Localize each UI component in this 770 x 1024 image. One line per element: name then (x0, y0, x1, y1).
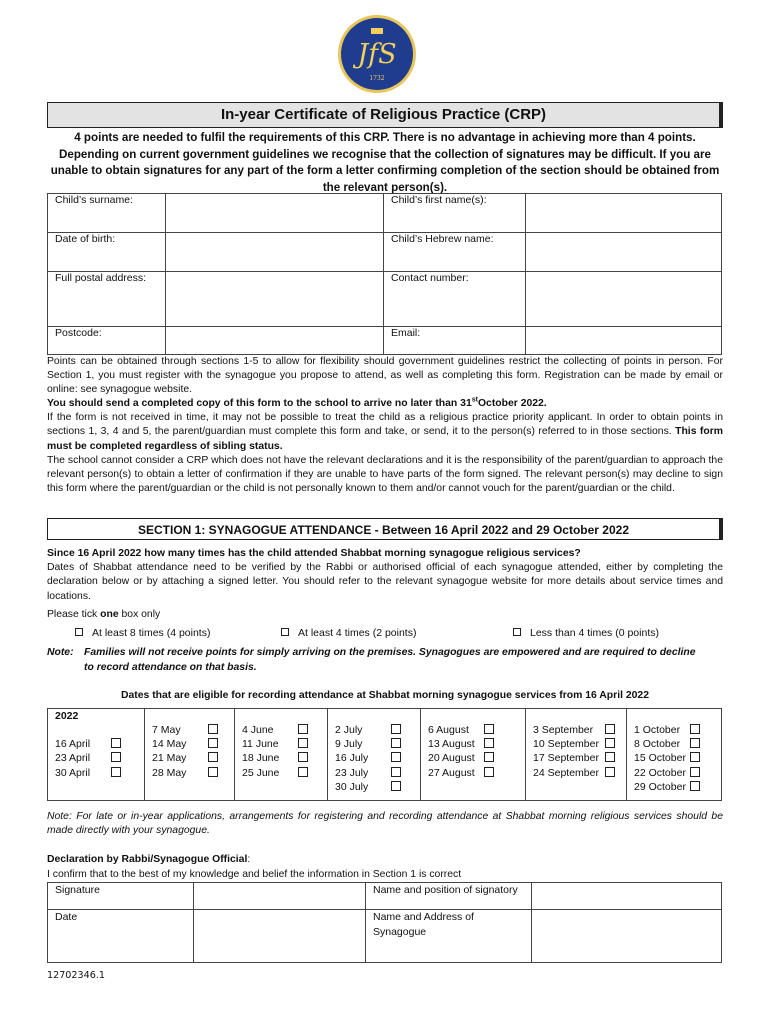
date-item (428, 751, 518, 765)
date-item (242, 737, 320, 751)
date-checkbox[interactable] (111, 767, 121, 777)
contact-label: Contact number: (384, 272, 526, 327)
date-item (335, 751, 413, 765)
date-item (335, 723, 413, 737)
logo-estd: 1732 (369, 75, 385, 82)
declaration-title: Declaration by Rabbi/Synagogue Official: (47, 854, 251, 865)
page-title: In-year Certificate of Religious Practice (CRP) (47, 102, 723, 128)
date-item (428, 723, 518, 737)
date-checkbox[interactable] (484, 767, 494, 777)
option-less-than-4[interactable]: Less than 4 times (0 points) (513, 627, 659, 639)
signature-label: Signature (48, 883, 194, 910)
date-label: 10 September (533, 738, 599, 751)
date-item (152, 737, 227, 751)
date-label: 6 August (428, 724, 469, 736)
attendance-note: Note: Families will not receive points for simply arriving on the premises. Synagogues are empowered and are required to decline to record attendance on that basis. (47, 647, 696, 673)
date-checkbox[interactable] (391, 781, 401, 791)
date-label: 11 June (242, 738, 279, 751)
date-checkbox[interactable] (298, 738, 308, 748)
date-label: 8 October (634, 738, 681, 751)
date-label: 7 May (152, 724, 181, 736)
checkbox[interactable] (281, 628, 289, 636)
date-label: Date (48, 910, 194, 963)
date-item (634, 766, 714, 780)
date-label: 23 April (55, 752, 91, 765)
address-label: Full postal address: (48, 272, 166, 327)
para-points: Points can be obtained through sections 1-5 to allow for flexibility should government guidelines restrict the collecting of points in person. For Section 1, you must register with the synagogue you propose to attend, as well as completing this form. Registration can be made by email or online: see synagogue website. (47, 356, 723, 396)
date-checkbox[interactable] (605, 752, 615, 762)
date-checkbox[interactable] (208, 752, 218, 762)
late-application-note: Note: For late or in-year applications, arrangements for registering and recording attendance at Shabbat morning religious services should be made directly with your synagogue. (47, 811, 723, 837)
date-checkbox[interactable] (111, 752, 121, 762)
date-checkbox[interactable] (391, 767, 401, 777)
option-4-times[interactable]: At least 4 times (2 points) (281, 627, 416, 639)
date-checkbox[interactable] (690, 781, 700, 791)
surname-field[interactable] (166, 194, 384, 233)
date-checkbox[interactable] (298, 724, 308, 734)
date-checkbox[interactable] (484, 752, 494, 762)
date-checkbox[interactable] (605, 767, 615, 777)
option-8-times[interactable]: At least 8 times (4 points) (75, 627, 210, 639)
date-field[interactable] (194, 910, 366, 963)
date-checkbox[interactable] (208, 738, 218, 748)
date-checkbox[interactable] (391, 738, 401, 748)
signature-table (47, 882, 722, 963)
date-label: 15 October (634, 752, 686, 765)
first-names-field[interactable] (526, 194, 722, 233)
date-item (533, 751, 619, 765)
date-label: 27 August (428, 766, 475, 779)
date-checkbox[interactable] (298, 767, 308, 777)
checkbox[interactable] (75, 628, 83, 636)
dates-heading: Dates that are eligible for recording attendance at Shabbat morning synagogue services from 16 April 2022 (121, 690, 649, 701)
date-label: 24 September (533, 766, 599, 779)
date-checkbox[interactable] (605, 738, 615, 748)
date-checkbox[interactable] (690, 767, 700, 777)
section-1-intro (47, 547, 723, 622)
date-label: 25 June (242, 766, 280, 779)
dates-col-september (526, 709, 627, 801)
date-item (634, 737, 714, 751)
date-item (335, 766, 413, 780)
tick-instruction: Please tick one box only (47, 608, 161, 620)
date-label: 14 May (152, 738, 187, 751)
date-label: 18 June (242, 752, 280, 765)
dates-table (47, 708, 722, 801)
date-item (55, 766, 137, 780)
date-checkbox[interactable] (690, 738, 700, 748)
name-address-label: Name and Address of Synagogue (366, 910, 532, 963)
date-item (533, 737, 619, 751)
date-label: 13 August (428, 738, 475, 751)
date-item (55, 751, 137, 765)
contact-field[interactable] (526, 272, 722, 327)
dates-col-august (421, 709, 526, 801)
section-1-question: Since 16 April 2022 how many times has the child attended Shabbat morning synagogue religious services? (47, 548, 581, 559)
declaration-text: I confirm that to the best of my knowledge and belief the information in Section 1 is correct (47, 869, 462, 880)
declaration (47, 852, 723, 882)
dates-col-june (235, 709, 328, 801)
date-item (634, 780, 714, 794)
para-deadline: You should send a completed copy of this form to the school to arrive no later than 31stOctober 2022. (47, 396, 547, 410)
signature-field[interactable] (194, 883, 366, 910)
postcode-label: Postcode: (48, 327, 166, 355)
date-item (152, 766, 227, 780)
address-field[interactable] (166, 272, 384, 327)
logo-text: JfS (357, 39, 397, 70)
email-label: Email: (384, 327, 526, 355)
date-item (634, 723, 714, 737)
logo-crest-icon (371, 28, 383, 34)
name-position-field[interactable] (532, 883, 722, 910)
dates-col-april (48, 709, 145, 801)
date-label: 2 July (335, 724, 363, 736)
email-field[interactable] (526, 327, 722, 355)
surname-label: Child’s surname: (48, 194, 166, 233)
school-logo (337, 14, 417, 94)
date-label: 29 October (634, 780, 686, 793)
name-address-field[interactable] (532, 910, 722, 963)
date-checkbox[interactable] (484, 738, 494, 748)
hebrew-name-field[interactable] (526, 233, 722, 272)
date-item (335, 737, 413, 751)
date-label: 30 April (55, 766, 91, 779)
date-checkbox[interactable] (391, 724, 401, 734)
para-not-received: If the form is not received in time, it may not be possible to treat the child as a religious practice priority applicant. In order to obtain points in sections 1, 3, 4 and 5, the parent/guardian must complete this form and take, or send, it to the person(s) referred to in those sections. This form must be completed regardless of sibling status. (47, 412, 723, 452)
date-checkbox[interactable] (605, 724, 615, 734)
dates-col-may (145, 709, 235, 801)
para-responsibility: The school cannot consider a CRP which does not have the relevant declarations and it is the responsibility of the parent/guardian to approach the relevant person(s) to obtain a letter of confirmation if they are unable to have parts of the form signed. The relevant person(s) may decline to sign this form where the parent/guardian or the child is not personally known to them and/or cannot vouch for the parent/guardian or the child. (47, 454, 723, 494)
section-1-explain: Dates of Shabbat attendance need to be verified by the Rabbi or authorised official of each synagogue attended, either by completing the declaration below or by attaching a signed letter. You should refer to the relevant synagogue website for more details about service times and locations. (47, 562, 723, 602)
date-checkbox[interactable] (208, 724, 218, 734)
section-1-heading: SECTION 1: SYNAGOGUE ATTENDANCE - Between 16 April 2022 and 29 October 2022 (47, 518, 723, 540)
dob-label: Date of birth: (48, 233, 166, 272)
date-label: 20 August (428, 752, 475, 765)
date-label: 16 July (335, 752, 369, 765)
first-names-label: Child’s first name(s): (384, 194, 526, 233)
date-label: 28 May (152, 766, 187, 779)
postcode-field[interactable] (166, 327, 384, 355)
date-item (428, 737, 518, 751)
hebrew-name-label: Child’s Hebrew name: (384, 233, 526, 272)
date-checkbox[interactable] (690, 752, 700, 762)
date-item (533, 766, 619, 780)
date-label: 1 October (634, 724, 681, 736)
date-label: 17 September (533, 752, 599, 765)
dates-col-october (627, 709, 722, 801)
date-label: 4 June (242, 724, 274, 736)
year-label: 2022 (55, 710, 79, 722)
date-checkbox[interactable] (484, 724, 494, 734)
date-item (152, 751, 227, 765)
name-position-label: Name and position of signatory (366, 883, 532, 910)
date-checkbox[interactable] (690, 724, 700, 734)
date-label: 9 July (335, 738, 363, 751)
dob-field[interactable] (166, 233, 384, 272)
date-item (335, 780, 413, 794)
date-item (242, 766, 320, 780)
date-item (152, 723, 227, 737)
date-item (242, 723, 320, 737)
date-label: 30 July (335, 780, 369, 793)
date-label: 3 September (533, 724, 594, 736)
date-item (634, 751, 714, 765)
date-item (55, 737, 137, 751)
date-checkbox[interactable] (111, 738, 121, 748)
dates-col-july (328, 709, 421, 801)
date-checkbox[interactable] (391, 752, 401, 762)
date-label: 16 April (55, 738, 91, 751)
date-item (242, 751, 320, 765)
intro-text: 4 points are needed to fulfil the requirements of this CRP. There is no advantage in achieving more than 4 points. Depending on current government guidelines we recognise that the collection of signatures may be difficult. If you are unable to obtain signatures for any part of the form a letter confirming completion of the section should be obtained from the relevant person(s). (50, 131, 720, 194)
date-checkbox[interactable] (208, 767, 218, 777)
instructions (47, 355, 723, 496)
child-details-table (47, 193, 722, 355)
date-item (533, 723, 619, 737)
checkbox[interactable] (513, 628, 521, 636)
document-reference: 12702346.1 (47, 970, 105, 981)
date-label: 21 May (152, 752, 187, 765)
date-checkbox[interactable] (298, 752, 308, 762)
date-label: 23 July (335, 766, 369, 779)
date-item (428, 766, 518, 780)
date-label: 22 October (634, 766, 686, 779)
